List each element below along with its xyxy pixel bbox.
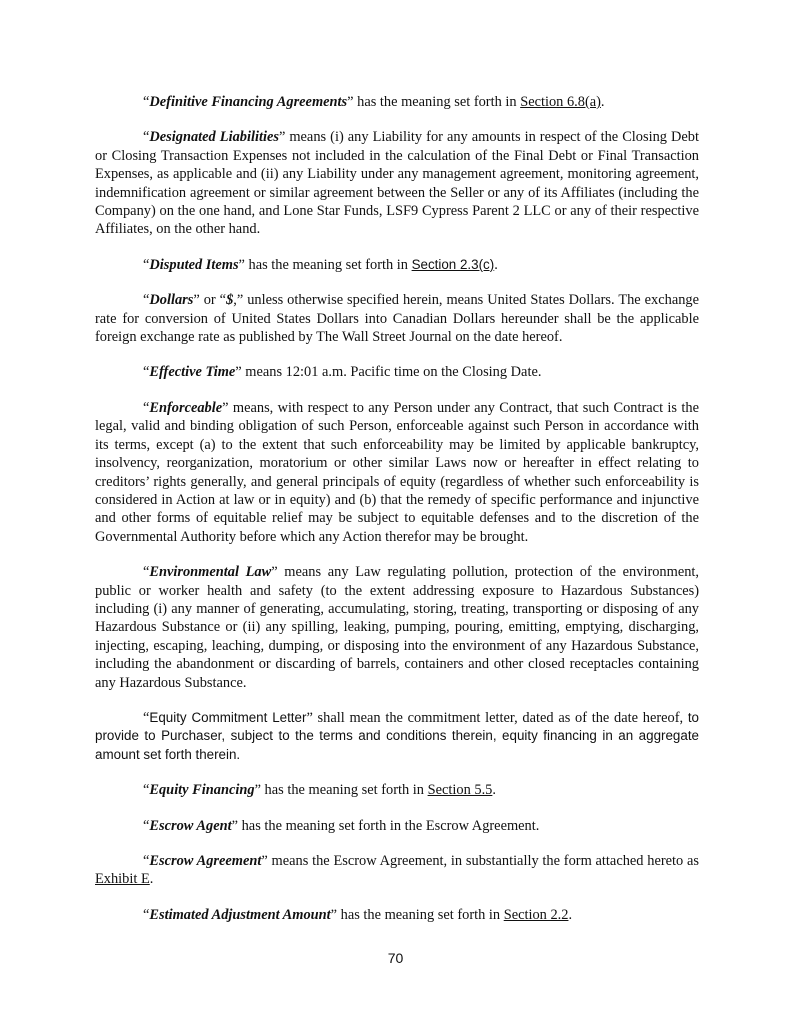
defined-term: Definitive Financing Agreements (149, 94, 348, 110)
definition-text: ” has the meaning set forth in (330, 906, 504, 923)
definition-text: ” or “ (193, 292, 227, 309)
open-quote: “ (143, 94, 150, 110)
period: . (149, 871, 154, 888)
open-quote: “ (143, 292, 150, 309)
period: . (568, 906, 573, 923)
period: . (494, 256, 498, 273)
definition-equity-commitment-letter (95, 709, 699, 764)
open-quote: “ (143, 129, 150, 146)
defined-term: Escrow Agent (149, 817, 232, 834)
defined-term: Effective Time (149, 364, 236, 381)
definition-estimated-adjustment-amount (95, 906, 699, 924)
definition-text: ” means, with respect to any Person under any Contract, that such Contract is the legal, valid and binding obligation of such Person, enforceable against such Person in accordance with its terms, except (a) to the extent that such enforceability may be limited by applicable bankruptcy, insolvency, reorganization, moratorium or other similar Laws now or hereafter in effect relating to creditors’ rights generally, and general principals of equity (regardless of whether such enforceability is considered in Action at law or in equity) and (b) that the remedy of specific performance and injunctive and other forms of equitable relief may be subject to equitable defenses and to the discretion of the Governmental Authority before which any Action therefor may be brought. (95, 399, 699, 545)
defined-term: Escrow Agreement (149, 853, 262, 869)
definition-text: ” means 12:01 a.m. Pacific time on the Closing Date. (235, 364, 542, 381)
defined-term: Designated Liabilities (149, 129, 279, 146)
open-quote: “ (143, 399, 150, 416)
defined-term-symbol: $ (226, 292, 234, 309)
definition-designated-liabilities (95, 128, 699, 238)
definition-effective-time (95, 363, 699, 381)
open-quote: “ (143, 256, 150, 273)
definition-escrow-agent (95, 817, 699, 835)
definition-text: ” means the Escrow Agreement, in substantially the form attached hereto as (261, 853, 699, 869)
defined-term: Equity Financing (149, 782, 255, 799)
period: . (600, 94, 605, 110)
open-quote: “ (143, 564, 150, 581)
defined-term: Equity Commitment Letter (149, 709, 307, 725)
open-quote: “ (143, 817, 150, 834)
open-quote: “ (143, 853, 150, 869)
page-number: 70 (387, 950, 404, 966)
definition-disputed-items (95, 256, 699, 274)
exhibit-reference-link[interactable]: Exhibit E (95, 871, 150, 888)
open-quote: “ (143, 906, 150, 923)
definition-text: ” means any Law regulating pollution, protection of the environment, public or worker health and safety (to the extent addressing exposure to Hazardous Substances) including (i) any manner of generating, accumulating, storing, treating, transporting or disposing of any Hazardous Substance or (ii) any spilling, leaking, pumping, pouring, emitting, emptying, discharging, injecting, escaping, leaching, dumping, or disposing into the environment of any Hazardous Substance, including the abandonment or discarding of barrels, containers and other closed receptacles containing any Hazardous Substance. (95, 564, 699, 691)
definition-text: ” has the meaning set forth in (238, 256, 412, 273)
definition-text: ,” unless otherwise specified herein, means United States Dollars. The exchange rate for conversion of United States Dollars into Canadian Dollars hereunder shall be the applicable foreign exchange rate as published by The Wall Street Journal on the date hereof. (95, 292, 699, 346)
definition-text: ” has the meaning set forth in (347, 94, 521, 110)
document-body (95, 93, 699, 941)
definition-text-continued: to provide to Purchaser, subject to the terms and conditions therein, equity financing in an aggregate amount set forth therein. (95, 709, 699, 762)
defined-term: Environmental Law (149, 564, 272, 581)
open-quote: “ (143, 782, 150, 799)
open-quote: “ (143, 709, 150, 726)
definition-definitive-financing-agreements (95, 93, 699, 111)
defined-term: Enforceable (149, 399, 223, 416)
definition-text: ” has the meaning set forth in the Escrow Agreement. (231, 817, 540, 834)
definition-text: ” means (i) any Liability for any amounts in respect of the Closing Debt or Closing Transaction Expenses not included in the calculation of the Final Debt or Final Transaction Expenses, as applicable and (ii) any Liability under any management agreement, monitoring agreement, indemnification agreement or similar agreement between the Seller or any of its Affiliates (including the Company) on the one hand, and Lone Star Funds, LSF9 Cypress Parent 2 LLC or any of their respective Affiliates, on the other hand. (95, 129, 699, 238)
section-reference-link[interactable]: Section 5.5 (427, 782, 493, 799)
definition-text: ” shall mean the commitment letter, dated as of the date hereof, (306, 709, 688, 726)
definition-equity-financing (95, 781, 699, 799)
definition-environmental-law (95, 563, 699, 692)
section-reference-link[interactable]: Section 2.3(c) (411, 256, 495, 272)
definition-enforceable (95, 399, 699, 546)
open-quote: “ (143, 364, 150, 381)
defined-term: Dollars (149, 292, 194, 309)
defined-term: Estimated Adjustment Amount (149, 906, 331, 923)
period: . (492, 782, 496, 799)
section-reference-link[interactable]: Section 2.2 (503, 906, 569, 923)
definition-text: ” has the meaning set forth in (254, 782, 428, 799)
section-reference-link[interactable]: Section 6.8(a) (520, 94, 601, 110)
definition-escrow-agreement (95, 852, 699, 889)
defined-term: Disputed Items (149, 256, 239, 273)
definition-dollars (95, 291, 699, 346)
